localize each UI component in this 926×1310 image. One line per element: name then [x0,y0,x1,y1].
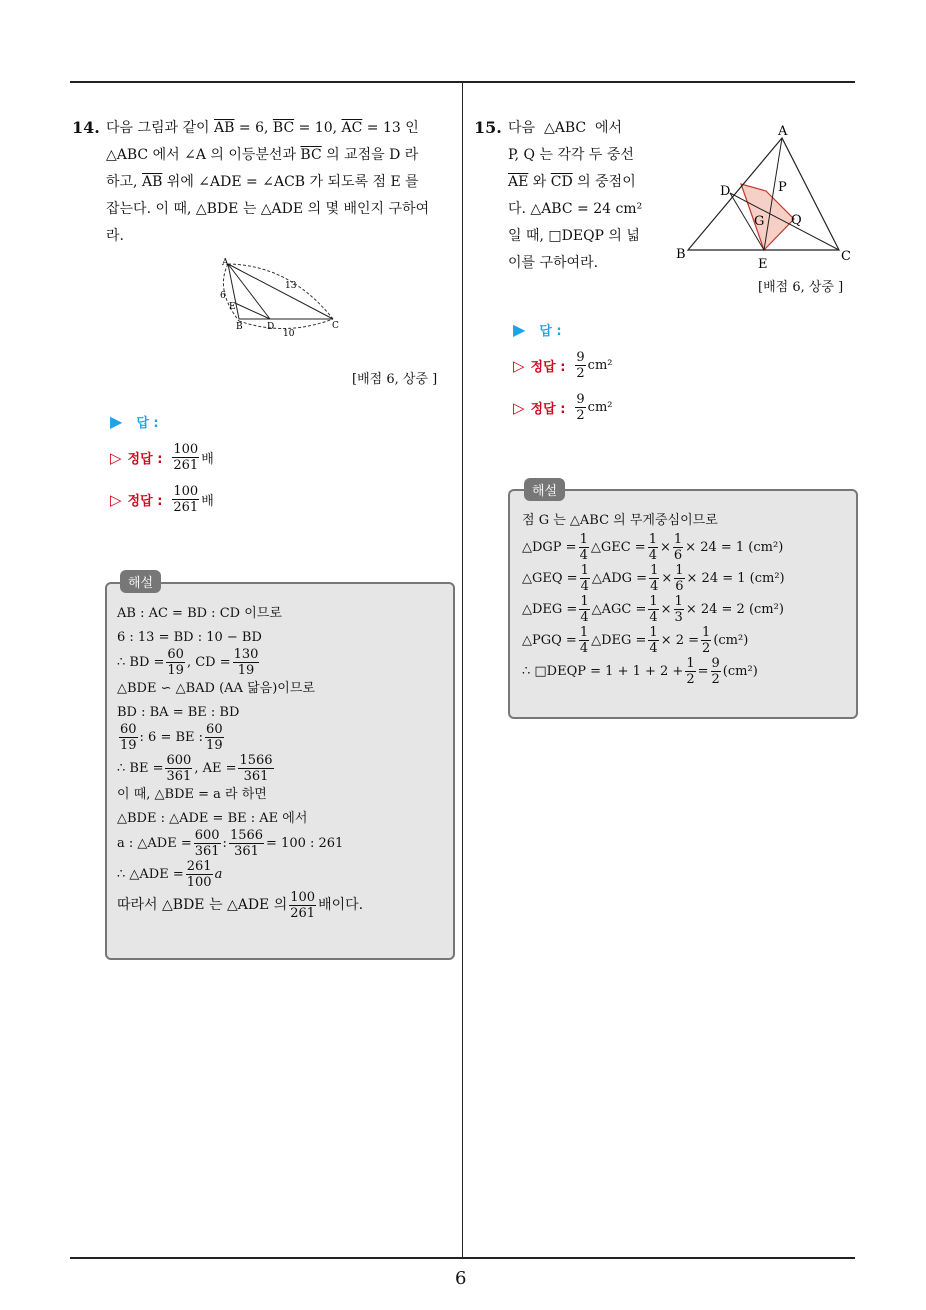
q15-answer-row [513,320,562,339]
q15-label-A: A [778,124,788,139]
q14-sol-line: 6 : 13 = BD : 10 − BD [117,629,262,645]
q15-label-G: G [754,214,765,229]
q14-correct-row-2 [110,484,214,515]
q14-line1: 다음 그림과 같이 $\overline{AB} = 6$, $\overline{BC} = 10$, $\overline{AC} = 13$ 인 [106,120,419,136]
q14-sol-line: △BDE : △ADE = BE : AE 에서 [117,810,308,826]
q15-sol-line: ∴ □DEQP = 1 + 1 + 2 + $\frac{1}{2}$ = $\frac{9}{2}$ (cm²) [522,656,758,687]
q14-answer-label: 답 : [136,416,159,431]
q14-answer-unit: 배 [201,452,214,467]
q15-answer-unit: cm² [587,400,613,415]
q15-solution [522,510,785,687]
q14-label-E: E [229,302,236,312]
q14-sol-line: $\frac{60}{19}$ : 6 = BE : $\frac{60}{19}$ [120,722,223,753]
outline-triangle-icon: ▷ [110,448,122,467]
q15-label-E: E [758,257,768,272]
q14-correct-label: 정답 : [127,452,163,467]
q14-answer-fraction: $\frac{100}{261}$ [173,442,199,473]
q15-sol-line: △DEG = $\frac{1}{4}$ △AGC = $\frac{1}{4}$ × $\frac{1}{3}$ × 24 = 2 (cm²) [522,594,784,625]
q15-line2: P, Q 는 각각 두 중선 [508,147,634,163]
q14-solution [117,603,363,921]
q15-figure [672,118,862,276]
q15-number: 15. [474,118,502,137]
q15-line5: 일 때, □DEQP 의 넓 [508,228,640,244]
q15-sol-line: △DGP = $\frac{1}{4}$ △GEC = $\frac{1}{4}$ × $\frac{1}{6}$ × 24 = 1 (cm²) [522,532,784,563]
q14-correct-label: 정답 : [127,494,163,509]
outline-triangle-icon: ▷ [110,490,122,509]
q14-figure [215,255,345,340]
q15-correct-label: 정답 : [530,360,566,375]
q15-label-C: C [841,249,851,264]
q15-label-P: P [778,180,787,195]
q14-sol-line: BD : BA = BE : BD [117,704,240,720]
q14-line2: △ABC 에서 ∠A 의 이등분선과 $\overline{BC}$ 의 교점을 D 라 [106,147,419,163]
q14-answer-row [110,412,159,431]
q15-answer-label: 답 : [539,324,562,339]
q14-label-ac: 13 [285,281,297,291]
q14-text [106,115,456,250]
q15-correct-row-2 [513,392,613,423]
q15-label-B: B [676,247,686,262]
q14-label-C: C [332,321,339,331]
outline-triangle-icon: ▷ [513,398,525,417]
q14-sol-line: 따라서 △BDE 는 △ADE 의 $\frac{100}{261}$ 배이다. [117,890,364,921]
play-icon: ▶ [513,320,526,339]
q15-text [508,115,658,277]
q14-label-B: B [236,322,243,332]
q14-line5: 라. [106,228,124,244]
q15-score: [배점 6, 상중 ] [758,280,844,295]
q14-line4: 잡는다. 이 때, △BDE 는 △ADE 의 몇 배인지 구하여 [106,201,430,217]
q14-label-ab: 6 [220,291,226,301]
q15-line4: 다. △ABC = 24 cm² [508,201,643,217]
q15-line6: 이를 구하여라. [508,255,599,271]
q14-number: 14. [72,118,100,137]
q15-sol-line: △GEQ = $\frac{1}{4}$ △ADG = $\frac{1}{4}$ × $\frac{1}{6}$ × 24 = 1 (cm²) [522,563,785,594]
page-number: 6 [455,1268,467,1289]
q14-label-D: D [267,322,275,332]
q15-answer-fraction: $\frac{9}{2}$ [576,392,585,423]
q14-sol-line: ∴ BE = $\frac{600}{361}$ , AE = $\frac{1566}{361}$ [117,753,273,784]
column-divider [462,82,463,1258]
q15-correct-label: 정답 : [530,402,566,417]
q14-solution-tag: 해설 [120,570,161,593]
q14-sol-line: ∴ BD = $\frac{60}{19}$ , CD = $\frac{130}{19}$ [117,647,259,678]
q15-line3: $\overline{AE}$ 와 $\overline{CD}$ 의 중점이 [508,174,636,190]
q14-answer-unit: 배 [201,494,214,509]
q15-answer-unit: cm² [587,358,613,373]
bottom-rule [70,1257,855,1259]
q15-correct-row-1 [513,350,613,381]
q15-label-D: D [720,184,731,199]
q15-line1: 다음 △ABC 에서 [508,120,623,136]
q14-sol-line: 이 때, △BDE = a 라 하면 [117,786,267,802]
q15-answer-fraction: $\frac{9}{2}$ [576,350,585,381]
q14-score: [배점 6, 상중 ] [352,372,438,387]
q14-sol-line: ∴ △ADE = $\frac{261}{100}$ a [117,859,223,890]
q14-sol-line: AB : AC = BD : CD 이므로 [117,605,282,621]
q14-line3: 하고, $\overline{AB}$ 위에 ∠ADE = ∠ACB 가 되도록 점 E 를 [106,174,419,190]
q15-label-Q: Q [791,213,802,228]
q14-sol-line: △BDE ∽ △BAD (AA 닮음)이므로 [117,680,315,696]
q15-sol-line: 점 G 는 △ABC 의 무게중심이므로 [522,512,718,528]
q15-sol-line: △PGQ = $\frac{1}{4}$ △DEG = $\frac{1}{4}$ × 2 = $\frac{1}{2}$ (cm²) [522,625,749,656]
outline-triangle-icon: ▷ [513,356,525,375]
q14-sol-line: a : △ADE = $\frac{600}{361}$ : $\frac{1566}{361}$ = 100 : 261 [117,828,344,859]
q15-solution-tag: 해설 [524,478,565,501]
q14-label-bc: 10 [283,329,295,339]
q14-correct-row-1 [110,442,214,473]
play-icon: ▶ [110,412,123,431]
q14-label-A: A [222,258,229,268]
q14-answer-fraction: $\frac{100}{261}$ [173,484,199,515]
